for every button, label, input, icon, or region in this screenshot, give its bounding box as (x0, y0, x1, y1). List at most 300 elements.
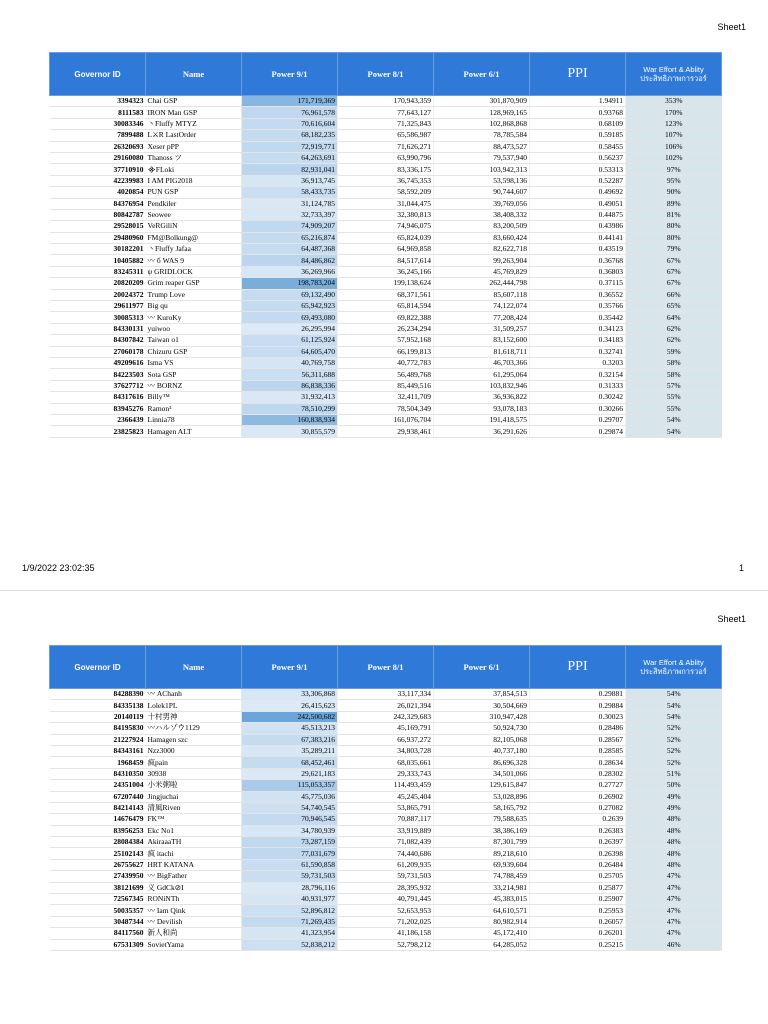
power-8-cell[interactable]: 83,336,175 (338, 164, 434, 175)
name-cell[interactable]: Sota GSP (146, 369, 242, 380)
name-cell[interactable]: 〰ハルゾウ1129 (146, 723, 242, 734)
name-cell[interactable]: HRT KATANA (146, 859, 242, 870)
governor-id-cell[interactable]: 83245311 (50, 266, 146, 277)
power-8-cell[interactable]: 45,169,791 (338, 723, 434, 734)
power-9-cell[interactable]: 31,932,413 (242, 392, 338, 403)
table-row[interactable] (50, 939, 722, 950)
governor-id-cell[interactable]: 67531309 (50, 939, 146, 950)
power-8-cell[interactable]: 45,245,404 (338, 791, 434, 802)
governor-id-cell[interactable]: 84307842 (50, 335, 146, 346)
ppi-cell[interactable]: 0.2639 (530, 814, 626, 825)
power-8-cell[interactable]: 52,653,953 (338, 905, 434, 916)
power-9-cell[interactable]: 70,946,545 (242, 814, 338, 825)
power-8-cell[interactable]: 52,798,212 (338, 939, 434, 950)
power-8-cell[interactable]: 65,814,594 (338, 301, 434, 312)
name-cell[interactable]: VeRGiliN (146, 221, 242, 232)
ppi-cell[interactable]: 0.43519 (530, 244, 626, 255)
power-8-cell[interactable]: 65,586,987 (338, 130, 434, 141)
war-effort-cell[interactable]: 79% (626, 244, 722, 255)
power-8-cell[interactable]: 74,440,686 (338, 848, 434, 859)
ppi-cell[interactable]: 0.26397 (530, 837, 626, 848)
name-cell[interactable]: Chizuru GSP (146, 346, 242, 357)
table-row[interactable] (50, 802, 722, 813)
table-row[interactable] (50, 814, 722, 825)
power-8-cell[interactable]: 63,990,796 (338, 152, 434, 163)
table-row[interactable] (50, 916, 722, 927)
power-8-cell[interactable]: 70,887,117 (338, 814, 434, 825)
name-cell[interactable]: Thanoss ツ (146, 152, 242, 163)
war-effort-cell[interactable]: 67% (626, 278, 722, 289)
ppi-cell[interactable]: 0.26383 (530, 825, 626, 836)
power-9-cell[interactable]: 82,931,041 (242, 164, 338, 175)
power-8-cell[interactable]: 36,245,166 (338, 266, 434, 277)
table-row[interactable] (50, 414, 722, 425)
governor-id-cell[interactable]: 4020854 (50, 187, 146, 198)
war-effort-cell[interactable]: 107% (626, 130, 722, 141)
name-cell[interactable]: Taiwan o1 (146, 335, 242, 346)
war-effort-cell[interactable]: 52% (626, 757, 722, 768)
power-8-cell[interactable]: 199,138,624 (338, 278, 434, 289)
governor-id-cell[interactable]: 30182201 (50, 244, 146, 255)
power-9-cell[interactable]: 160,838,934 (242, 414, 338, 425)
governor-id-cell[interactable]: 37710910 (50, 164, 146, 175)
power-9-cell[interactable]: 34,780,939 (242, 825, 338, 836)
table-row[interactable] (50, 689, 722, 700)
power-8-cell[interactable]: 40,791,445 (338, 894, 434, 905)
table-row[interactable] (50, 837, 722, 848)
ppi-cell[interactable]: 0.26484 (530, 859, 626, 870)
ppi-cell[interactable]: 0.25877 (530, 882, 626, 893)
power-9-cell[interactable]: 86,838,336 (242, 380, 338, 391)
ppi-cell[interactable]: 0.34123 (530, 323, 626, 334)
power-9-cell[interactable]: 31,124,785 (242, 198, 338, 209)
power-6-cell[interactable]: 53,598,136 (434, 175, 530, 186)
power-8-cell[interactable]: 32,380,813 (338, 209, 434, 220)
ppi-cell[interactable]: 0.27082 (530, 802, 626, 813)
power-8-cell[interactable]: 40,772,783 (338, 357, 434, 368)
power-9-cell[interactable]: 76,961,578 (242, 107, 338, 118)
power-8-cell[interactable]: 71,626,271 (338, 141, 434, 152)
power-8-cell[interactable]: 64,969,858 (338, 244, 434, 255)
power-6-cell[interactable]: 85,607,118 (434, 289, 530, 300)
governor-id-cell[interactable]: 67207440 (50, 791, 146, 802)
name-cell[interactable]: Pendkiler (146, 198, 242, 209)
table-row[interactable] (50, 357, 722, 368)
war-effort-cell[interactable]: 48% (626, 848, 722, 859)
governor-id-cell[interactable]: 28084384 (50, 837, 146, 848)
power-8-cell[interactable]: 58,592,209 (338, 187, 434, 198)
name-cell[interactable]: 〰 Iam Qink (146, 905, 242, 916)
power-6-cell[interactable]: 61,295,064 (434, 369, 530, 380)
power-6-cell[interactable]: 99,263,904 (434, 255, 530, 266)
governor-id-cell[interactable]: 42239983 (50, 175, 146, 186)
header-war-effort[interactable] (626, 53, 722, 96)
ppi-cell[interactable]: 0.43986 (530, 221, 626, 232)
name-cell[interactable]: 丶Fluffy MTYZ (146, 118, 242, 129)
war-effort-cell[interactable]: 51% (626, 768, 722, 779)
power-8-cell[interactable]: 170,943,359 (338, 96, 434, 107)
ppi-cell[interactable]: 0.26057 (530, 916, 626, 927)
war-effort-cell[interactable]: 47% (626, 928, 722, 939)
war-effort-cell[interactable]: 48% (626, 837, 722, 848)
power-8-cell[interactable]: 31,044,475 (338, 198, 434, 209)
power-9-cell[interactable]: 73,287,159 (242, 837, 338, 848)
table-row[interactable] (50, 141, 722, 152)
name-cell[interactable]: 疯pain (146, 757, 242, 768)
power-6-cell[interactable]: 78,785,584 (434, 130, 530, 141)
name-cell[interactable]: 义 GdCk⊘I (146, 882, 242, 893)
power-8-cell[interactable]: 65,824,039 (338, 232, 434, 243)
name-cell[interactable]: 疯 itachi (146, 848, 242, 859)
power-8-cell[interactable]: 71,325,843 (338, 118, 434, 129)
power-8-cell[interactable]: 69,822,388 (338, 312, 434, 323)
table-row[interactable] (50, 187, 722, 198)
war-effort-cell[interactable]: 52% (626, 734, 722, 745)
governor-id-cell[interactable]: 24351004 (50, 780, 146, 791)
power-9-cell[interactable]: 59,731,503 (242, 871, 338, 882)
war-effort-cell[interactable]: 54% (626, 700, 722, 711)
war-effort-cell[interactable]: 67% (626, 266, 722, 277)
war-effort-cell[interactable]: 353% (626, 96, 722, 107)
power-9-cell[interactable]: 41,323,954 (242, 928, 338, 939)
power-9-cell[interactable]: 69,132,490 (242, 289, 338, 300)
power-9-cell[interactable]: 56,311,688 (242, 369, 338, 380)
power-8-cell[interactable]: 84,517,614 (338, 255, 434, 266)
war-effort-cell[interactable]: 106% (626, 141, 722, 152)
table-row[interactable] (50, 745, 722, 756)
name-cell[interactable]: 清風Riven (146, 802, 242, 813)
ppi-cell[interactable]: 0.28634 (530, 757, 626, 768)
table-row[interactable] (50, 323, 722, 334)
ppi-cell[interactable]: 0.36768 (530, 255, 626, 266)
power-6-cell[interactable]: 128,969,165 (434, 107, 530, 118)
table-row[interactable] (50, 711, 722, 722)
name-cell[interactable]: Isma VS (146, 357, 242, 368)
table-row[interactable] (50, 403, 722, 414)
power-8-cell[interactable]: 77,643,127 (338, 107, 434, 118)
war-effort-cell[interactable]: 54% (626, 689, 722, 700)
table-row[interactable] (50, 255, 722, 266)
name-cell[interactable]: PUN GSP (146, 187, 242, 198)
governor-id-cell[interactable]: 20140119 (50, 711, 146, 722)
power-8-cell[interactable]: 71,202,025 (338, 916, 434, 927)
ppi-cell[interactable]: 0.36803 (530, 266, 626, 277)
table-row[interactable] (50, 289, 722, 300)
power-9-cell[interactable]: 67,383,216 (242, 734, 338, 745)
war-effort-cell[interactable]: 48% (626, 814, 722, 825)
governor-id-cell[interactable]: 30085313 (50, 312, 146, 323)
power-9-cell[interactable]: 45,775,036 (242, 791, 338, 802)
table-row[interactable] (50, 791, 722, 802)
table-row[interactable] (50, 757, 722, 768)
governor-id-cell[interactable]: 26320693 (50, 141, 146, 152)
name-cell[interactable]: Lolek1PL (146, 700, 242, 711)
power-6-cell[interactable]: 36,936,822 (434, 392, 530, 403)
power-9-cell[interactable]: 40,931,977 (242, 894, 338, 905)
power-9-cell[interactable]: 52,896,812 (242, 905, 338, 916)
war-effort-cell[interactable]: 62% (626, 335, 722, 346)
power-6-cell[interactable]: 103,832,946 (434, 380, 530, 391)
power-6-cell[interactable]: 129,615,847 (434, 780, 530, 791)
name-cell[interactable]: 〰 Devilish (146, 916, 242, 927)
table-row[interactable] (50, 369, 722, 380)
governor-id-cell[interactable]: 84223503 (50, 369, 146, 380)
power-6-cell[interactable]: 38,408,332 (434, 209, 530, 220)
table-row[interactable] (50, 221, 722, 232)
governor-id-cell[interactable]: 8111583 (50, 107, 146, 118)
ppi-cell[interactable]: 0.26201 (530, 928, 626, 939)
power-9-cell[interactable]: 28,796,116 (242, 882, 338, 893)
table-row[interactable] (50, 905, 722, 916)
war-effort-cell[interactable]: 67% (626, 255, 722, 266)
power-8-cell[interactable]: 28,395,932 (338, 882, 434, 893)
ppi-cell[interactable]: 0.26398 (530, 848, 626, 859)
table-row[interactable] (50, 301, 722, 312)
power-8-cell[interactable]: 68,371,561 (338, 289, 434, 300)
table-row[interactable] (50, 723, 722, 734)
power-9-cell[interactable]: 26,295,994 (242, 323, 338, 334)
power-8-cell[interactable]: 33,919,889 (338, 825, 434, 836)
power-9-cell[interactable]: 26,415,623 (242, 700, 338, 711)
power-8-cell[interactable]: 78,504,349 (338, 403, 434, 414)
header-power-9[interactable]: Power 9/1 (242, 646, 338, 689)
governor-id-cell[interactable]: 49209616 (50, 357, 146, 368)
war-effort-cell[interactable]: 58% (626, 369, 722, 380)
governor-id-cell[interactable]: 30083346 (50, 118, 146, 129)
power-6-cell[interactable]: 83,660,424 (434, 232, 530, 243)
power-8-cell[interactable]: 26,021,394 (338, 700, 434, 711)
ppi-cell[interactable]: 0.30242 (530, 392, 626, 403)
governor-id-cell[interactable]: 25102143 (50, 848, 146, 859)
ppi-cell[interactable]: 0.29707 (530, 414, 626, 425)
power-6-cell[interactable]: 93,078,183 (434, 403, 530, 414)
name-cell[interactable]: I AM PIG2018 (146, 175, 242, 186)
governor-id-cell[interactable]: 3394323 (50, 96, 146, 107)
name-cell[interactable]: Ramon³ (146, 403, 242, 414)
governor-id-cell[interactable]: 84214143 (50, 802, 146, 813)
governor-id-cell[interactable]: 84310350 (50, 768, 146, 779)
power-9-cell[interactable]: 36,913,745 (242, 175, 338, 186)
power-6-cell[interactable]: 80,982,914 (434, 916, 530, 927)
name-cell[interactable]: FK™ (146, 814, 242, 825)
war-effort-cell[interactable]: 47% (626, 905, 722, 916)
name-cell[interactable]: ψ GRIDLOCK (146, 266, 242, 277)
ppi-cell[interactable]: 0.56237 (530, 152, 626, 163)
table-row[interactable] (50, 96, 722, 107)
governor-id-cell[interactable]: 10405882 (50, 255, 146, 266)
ppi-cell[interactable]: 0.32154 (530, 369, 626, 380)
table-row[interactable] (50, 107, 722, 118)
power-8-cell[interactable]: 85,449,516 (338, 380, 434, 391)
power-6-cell[interactable]: 310,947,428 (434, 711, 530, 722)
ppi-cell[interactable]: 0.53313 (530, 164, 626, 175)
war-effort-cell[interactable]: 47% (626, 882, 722, 893)
table-row[interactable] (50, 266, 722, 277)
power-6-cell[interactable]: 38,386,169 (434, 825, 530, 836)
table-row[interactable] (50, 198, 722, 209)
power-6-cell[interactable]: 77,208,424 (434, 312, 530, 323)
war-effort-cell[interactable]: 47% (626, 894, 722, 905)
ppi-cell[interactable]: 0.30023 (530, 711, 626, 722)
table-row[interactable] (50, 278, 722, 289)
ppi-cell[interactable]: 0.59185 (530, 130, 626, 141)
name-cell[interactable]: 十村男神 (146, 711, 242, 722)
power-9-cell[interactable]: 72,919,771 (242, 141, 338, 152)
power-9-cell[interactable]: 33,306,868 (242, 689, 338, 700)
table-row[interactable] (50, 209, 722, 220)
war-effort-cell[interactable]: 65% (626, 301, 722, 312)
ppi-cell[interactable]: 0.32741 (530, 346, 626, 357)
name-cell[interactable]: 新人和尚 (146, 928, 242, 939)
war-effort-cell[interactable]: 49% (626, 802, 722, 813)
power-8-cell[interactable]: 161,076,704 (338, 414, 434, 425)
ppi-cell[interactable]: 0.26902 (530, 791, 626, 802)
war-effort-cell[interactable]: 52% (626, 723, 722, 734)
power-6-cell[interactable]: 79,588,635 (434, 814, 530, 825)
table-row[interactable] (50, 734, 722, 745)
power-8-cell[interactable]: 41,186,158 (338, 928, 434, 939)
header-name[interactable]: Name (146, 646, 242, 689)
war-effort-cell[interactable]: 48% (626, 825, 722, 836)
power-6-cell[interactable]: 31,509,257 (434, 323, 530, 334)
power-9-cell[interactable]: 45,513,213 (242, 723, 338, 734)
war-effort-cell[interactable]: 64% (626, 312, 722, 323)
war-effort-cell[interactable]: 80% (626, 232, 722, 243)
power-9-cell[interactable]: 78,510,299 (242, 403, 338, 414)
power-9-cell[interactable]: 58,433,735 (242, 187, 338, 198)
power-9-cell[interactable]: 68,452,461 (242, 757, 338, 768)
governor-id-cell[interactable]: 29480960 (50, 232, 146, 243)
war-effort-cell[interactable]: 97% (626, 164, 722, 175)
power-9-cell[interactable]: 198,783,204 (242, 278, 338, 289)
header-power-9[interactable]: Power 9/1 (242, 53, 338, 96)
table-row[interactable] (50, 780, 722, 791)
war-effort-cell[interactable]: 95% (626, 175, 722, 186)
power-9-cell[interactable]: 54,740,545 (242, 802, 338, 813)
power-9-cell[interactable]: 29,621,183 (242, 768, 338, 779)
ppi-cell[interactable]: 0.25953 (530, 905, 626, 916)
table-row[interactable] (50, 825, 722, 836)
table-row[interactable] (50, 152, 722, 163)
governor-id-cell[interactable]: 84195830 (50, 723, 146, 734)
header-power-6[interactable]: Power 6/1 (434, 646, 530, 689)
name-cell[interactable]: Billy™ (146, 392, 242, 403)
ppi-cell[interactable]: 0.31333 (530, 380, 626, 391)
name-cell[interactable]: 〰 б WAS 9 (146, 255, 242, 266)
table-row[interactable] (50, 118, 722, 129)
governor-id-cell[interactable]: 84317616 (50, 392, 146, 403)
ppi-cell[interactable]: 1.94911 (530, 96, 626, 107)
governor-id-cell[interactable]: 2366439 (50, 414, 146, 425)
power-9-cell[interactable]: 77,031,679 (242, 848, 338, 859)
war-effort-cell[interactable]: 62% (626, 323, 722, 334)
name-cell[interactable]: Hamagen szc (146, 734, 242, 745)
ppi-cell[interactable]: 0.44141 (530, 232, 626, 243)
ppi-cell[interactable]: 0.3203 (530, 357, 626, 368)
governor-id-cell[interactable]: 84288390 (50, 689, 146, 700)
power-6-cell[interactable]: 45,769,829 (434, 266, 530, 277)
power-9-cell[interactable]: 115,053,357 (242, 780, 338, 791)
war-effort-cell[interactable]: 81% (626, 209, 722, 220)
war-effort-cell[interactable]: 47% (626, 916, 722, 927)
power-8-cell[interactable]: 61,209,935 (338, 859, 434, 870)
power-9-cell[interactable]: 64,605,470 (242, 346, 338, 357)
war-effort-cell[interactable]: 90% (626, 187, 722, 198)
war-effort-cell[interactable]: 80% (626, 221, 722, 232)
power-8-cell[interactable]: 26,234,294 (338, 323, 434, 334)
name-cell[interactable]: 〰 KuroKy (146, 312, 242, 323)
governor-id-cell[interactable]: 29528015 (50, 221, 146, 232)
governor-id-cell[interactable]: 20024372 (50, 289, 146, 300)
name-cell[interactable]: Big qu (146, 301, 242, 312)
name-cell[interactable]: 〰 AChanh (146, 689, 242, 700)
name-cell[interactable]: Nzz3000 (146, 745, 242, 756)
name-cell[interactable]: Chai GSP (146, 96, 242, 107)
power-8-cell[interactable]: 56,489,768 (338, 369, 434, 380)
name-cell[interactable]: 丶Fluffy Jafaa (146, 244, 242, 255)
ppi-cell[interactable]: 0.30266 (530, 403, 626, 414)
power-6-cell[interactable]: 301,870,909 (434, 96, 530, 107)
ppi-cell[interactable]: 0.52287 (530, 175, 626, 186)
power-6-cell[interactable]: 191,418,575 (434, 414, 530, 425)
ppi-cell[interactable]: 0.29874 (530, 426, 626, 437)
table-row[interactable] (50, 164, 722, 175)
power-6-cell[interactable]: 40,737,180 (434, 745, 530, 756)
power-6-cell[interactable]: 87,301,799 (434, 837, 530, 848)
power-6-cell[interactable]: 82,105,068 (434, 734, 530, 745)
table-row[interactable] (50, 232, 722, 243)
header-power-8[interactable]: Power 8/1 (338, 53, 434, 96)
header-ppi[interactable]: PPI (530, 53, 626, 96)
governor-id-cell[interactable]: 14676479 (50, 814, 146, 825)
power-8-cell[interactable]: 242,329,683 (338, 711, 434, 722)
power-6-cell[interactable]: 103,942,313 (434, 164, 530, 175)
name-cell[interactable]: RONiNTh (146, 894, 242, 905)
power-6-cell[interactable]: 79,537,940 (434, 152, 530, 163)
power-8-cell[interactable]: 66,937,272 (338, 734, 434, 745)
table-row[interactable] (50, 894, 722, 905)
governor-id-cell[interactable]: 30487344 (50, 916, 146, 927)
power-8-cell[interactable]: 59,731,503 (338, 871, 434, 882)
name-cell[interactable]: Grim reaper GSP (146, 278, 242, 289)
power-9-cell[interactable]: 65,216,874 (242, 232, 338, 243)
table-row[interactable] (50, 380, 722, 391)
table-row[interactable] (50, 244, 722, 255)
table-row[interactable] (50, 130, 722, 141)
name-cell[interactable]: Hamagen ALT (146, 426, 242, 437)
governor-id-cell[interactable]: 72567345 (50, 894, 146, 905)
power-6-cell[interactable]: 89,218,610 (434, 848, 530, 859)
war-effort-cell[interactable]: 48% (626, 859, 722, 870)
power-8-cell[interactable]: 29,938,461 (338, 426, 434, 437)
governor-id-cell[interactable]: 27060178 (50, 346, 146, 357)
power-9-cell[interactable]: 68,182,235 (242, 130, 338, 141)
war-effort-cell[interactable]: 54% (626, 426, 722, 437)
power-8-cell[interactable]: 71,082,439 (338, 837, 434, 848)
name-cell[interactable]: 30938 (146, 768, 242, 779)
governor-id-cell[interactable]: 84335138 (50, 700, 146, 711)
power-6-cell[interactable]: 83,200,509 (434, 221, 530, 232)
governor-id-cell[interactable]: 84117560 (50, 928, 146, 939)
war-effort-cell[interactable]: 50% (626, 780, 722, 791)
name-cell[interactable]: FM@Bolkung@ (146, 232, 242, 243)
header-power-8[interactable]: Power 8/1 (338, 646, 434, 689)
ppi-cell[interactable]: 0.29884 (530, 700, 626, 711)
power-6-cell[interactable]: 88,473,527 (434, 141, 530, 152)
power-6-cell[interactable]: 102,868,868 (434, 118, 530, 129)
power-8-cell[interactable]: 33,117,334 (338, 689, 434, 700)
ppi-cell[interactable]: 0.36552 (530, 289, 626, 300)
